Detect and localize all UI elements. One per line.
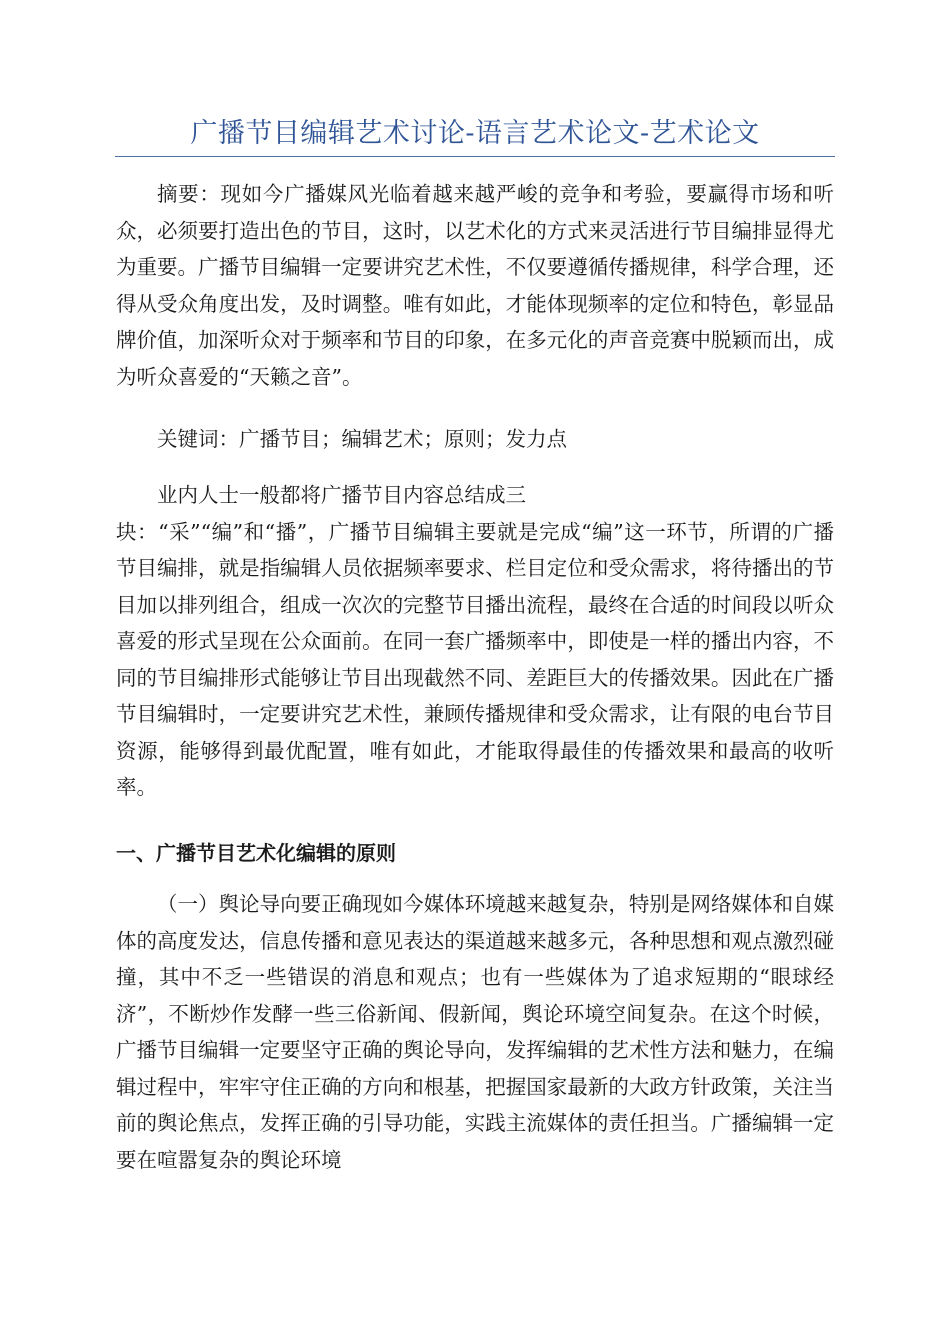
title-block <box>115 112 835 157</box>
section-heading: 一、广播节目艺术化编辑的原则 <box>116 841 396 865</box>
keywords-paragraph: 关键词：广播节目；编辑艺术；原则；发力点 <box>157 427 567 451</box>
intro-continuation: 块：“采”“编”和“播”，广播节目编辑主要就是完成“编”这一环节，所谓的广播节目编排，就是指编辑人员依据频率要求、栏目定位和受众需求，将待播出的节目加以排列组合，组成一次次的完整节目播出流程，最终在合适的时间段以听众喜爱的形式呈现在公众面前。在同一套广播频率中，即使是一样的播出内容，不同的节目编排形式能够让节目出现截然不同、差距巨大的传播效果。因此在广播节目编辑时，一定要讲究艺术性，兼顾传播规律和受众需求，让有限的电台节目资源，能够得到最优配置，唯有如此，才能取得最佳的传播效果和最高的收听率。 <box>116 519 834 799</box>
intro-paragraph <box>116 477 834 806</box>
abstract-paragraph: 摘要：现如今广播媒风光临着越来越严峻的竞争和考验，要赢得市场和听众，必须要打造出色的节目，这时，以艺术化的方式来灵活进行节目编排显得尤为重要。广播节目编辑一定要讲究艺术性，不仅要遵循传播规律，科学合理，还得从受众角度出发，及时调整。唯有如此，才能体现频率的定位和特色，彰显品牌价值，加深听众对于频率和节目的印象，在多元化的声音竞赛中脱颖而出，成为听众喜爱的“天籁之音”。 <box>116 182 834 389</box>
intro-first-line: 业内人士一般都将广播节目内容总结成三 <box>157 483 526 507</box>
section-paragraph: （一）舆论导向要正确现如今媒体环境越来越复杂，特别是网络媒体和自媒体的高度发达，信息传播和意见表达的渠道越来越多元，各种思想和观点激烈碰撞，其中不乏一些错误的消息和观点；也有一些媒体为了追求短期的“眼球经济”，不断炒作发酵一些三俗新闻、假新闻，舆论环境空间复杂。在这个时候，广播节目编辑一定要坚守正确的舆论导向，发挥编辑的艺术性方法和魅力，在编辑过程中，牢牢守住正确的方向和根基，把握国家最新的大政方针政策，关注当前的舆论焦点，发挥正确的引导功能，实践主流媒体的责任担当。广播编辑一定要在喧嚣复杂的舆论环境 <box>116 892 834 1172</box>
document-title: 广播节目编辑艺术讨论-语言艺术论文-艺术论文 <box>190 118 760 149</box>
